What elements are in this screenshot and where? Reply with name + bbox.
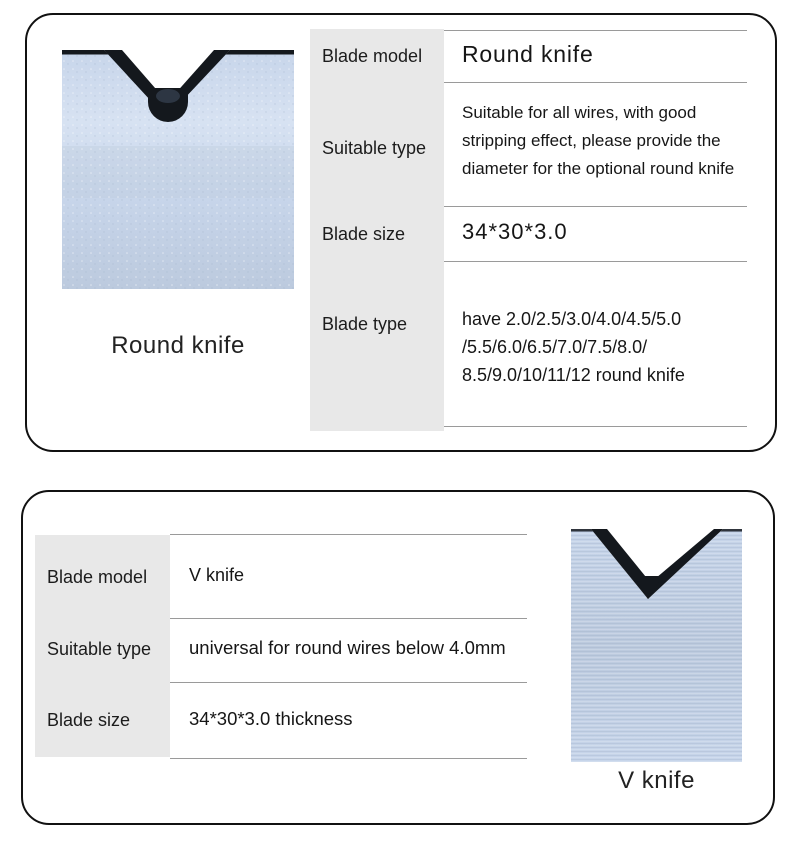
label-suitable-type: Suitable type — [322, 138, 427, 158]
label-blade-size: Blade size — [322, 224, 406, 244]
value-suitable-type — [462, 99, 734, 183]
v-knife-photo — [571, 529, 742, 762]
value-line: have 2.0/2.5/3.0/4.0/4.5/5.0 — [462, 309, 682, 329]
value-line: Suitable for all wires, with good — [462, 103, 697, 122]
value-blade-model: V knife — [189, 565, 245, 585]
row-divider — [170, 618, 527, 619]
label-blade-type: Blade type — [322, 314, 408, 334]
value-blade-model: Round knife — [462, 41, 594, 67]
label-blade-model: Blade model — [47, 567, 148, 587]
label-blade-size: Blade size — [47, 710, 131, 730]
value-line: /5.5/6.0/6.5/7.0/7.5/8.0/ — [462, 337, 648, 357]
round-knife-card — [25, 13, 777, 452]
label-blade-model: Blade model — [322, 46, 423, 66]
label-suitable-type: Suitable type — [47, 639, 152, 659]
row-divider — [444, 30, 747, 31]
value-line: 8.5/9.0/10/11/12 round knife — [462, 365, 685, 385]
round-knife-photo — [62, 50, 294, 289]
value-line: stripping effect, please provide the — [462, 131, 721, 150]
row-divider — [444, 82, 747, 83]
value-suitable-type: universal for round wires below 4.0mm — [189, 637, 506, 658]
value-blade-type — [462, 305, 685, 389]
row-divider — [170, 682, 527, 683]
v-knife-card — [21, 490, 775, 825]
round-knife-caption: Round knife — [111, 332, 245, 359]
row-divider — [444, 426, 747, 427]
value-line: diameter for the optional round knife — [462, 159, 735, 178]
row-divider — [170, 758, 527, 759]
value-blade-size: 34*30*3.0 — [462, 219, 568, 244]
row-divider — [444, 206, 747, 207]
row-divider — [170, 534, 527, 535]
row-divider — [444, 261, 747, 262]
v-knife-caption: V knife — [618, 767, 695, 794]
value-blade-size: 34*30*3.0 thickness — [189, 708, 353, 729]
